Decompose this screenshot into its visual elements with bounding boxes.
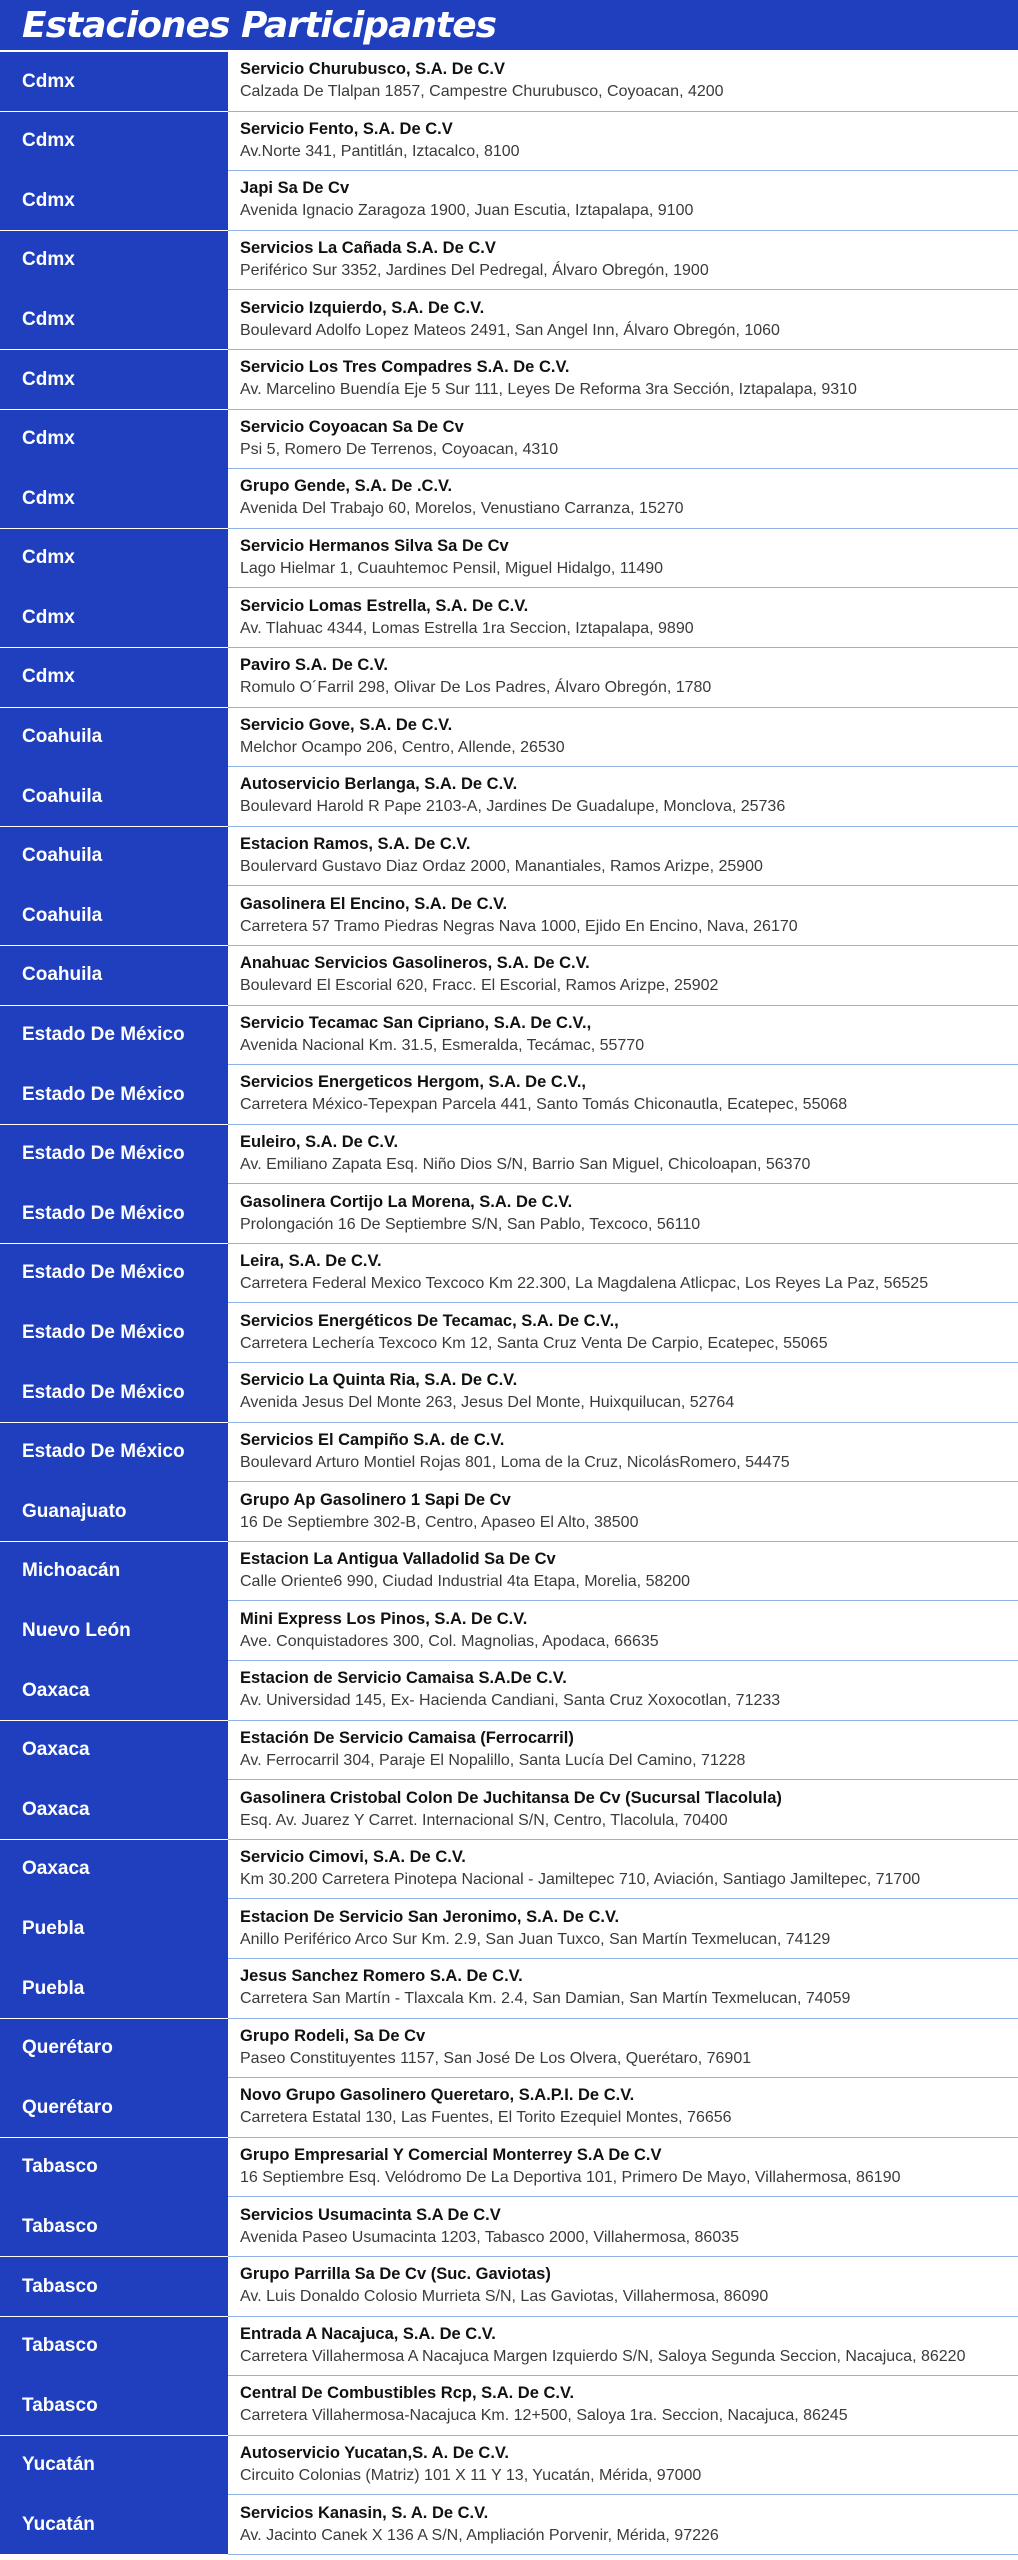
station-name: Anahuac Servicios Gasolineros, S.A. De C.V. [240,954,590,973]
station-address: 16 De Septiembre 302-B, Centro, Apaseo El Alto, 38500 [240,1513,639,1531]
station-row [0,2317,1018,2377]
station-address: Avenida Del Trabajo 60, Morelos, Venustiano Carranza, 15270 [240,500,684,518]
station-row [0,827,1018,887]
station-row [0,1006,1018,1066]
station-info [228,1959,1018,2018]
station-info [228,529,1018,588]
station-address: Carretera 57 Tramo Piedras Negras Nava 1000, Ejido En Encino, Nava, 26170 [240,917,798,935]
station-name: Servicio Gove, S.A. De C.V. [240,715,453,734]
station-row [0,708,1018,768]
station-state: Estado De México [0,1423,228,1483]
station-row [0,946,1018,1006]
station-info [228,1542,1018,1601]
station-row [0,2019,1018,2079]
station-address: Av.Norte 341, Pantitlán, Iztacalco, 8100 [240,142,520,160]
station-row [0,52,1018,112]
station-state: Cdmx [0,529,228,589]
station-row [0,2197,1018,2257]
station-name: Entrada A Nacajuca, S.A. De C.V. [240,2324,496,2343]
station-name: Autoservicio Berlanga, S.A. De C.V. [240,775,518,794]
station-name: Autoservicio Yucatan,S. A. De C.V. [240,2444,509,2463]
station-row [0,2376,1018,2436]
station-info [228,1006,1018,1065]
station-address: Av. Luis Donaldo Colosio Murrieta S/N, Las Gaviotas, Villahermosa, 86090 [240,2288,769,2306]
station-info [228,1363,1018,1422]
station-address: Carretera México-Tepexpan Parcela 441, Santo Tomás Chiconautla, Ecatepec, 55068 [240,1096,848,1114]
station-address: Carretera Villahermosa-Nacajuca Km. 12+500, Saloya 1ra. Seccion, Nacajuca, 86245 [240,2407,848,2425]
station-state: Coahuila [0,827,228,887]
station-state: Estado De México [0,1303,228,1363]
station-state: Cdmx [0,410,228,470]
station-name: Servicios Energéticos De Tecamac, S.A. De C.V., [240,1311,619,1330]
station-row [0,1244,1018,1304]
station-name: Estacion De Servicio San Jeronimo, S.A. De C.V. [240,1907,620,1926]
page-title: Estaciones Participantes [22,4,497,46]
station-address: Circuito Colonias (Matriz) 101 X 11 Y 13, Yucatán, Mérida, 97000 [240,2467,702,2485]
station-state: Tabasco [0,2257,228,2317]
station-row [0,1959,1018,2019]
station-info [228,231,1018,290]
station-address: Psi 5, Romero De Terrenos, Coyoacan, 4310 [240,440,559,458]
station-info [228,52,1018,111]
station-name: Servicios Energeticos Hergom, S.A. De C.V., [240,1073,587,1092]
station-state: Coahuila [0,886,228,946]
station-row [0,1780,1018,1840]
station-state: Yucatán [0,2495,228,2555]
station-name: Paviro S.A. De C.V. [240,656,388,675]
station-name: Estacion Ramos, S.A. De C.V. [240,835,471,854]
station-row [0,469,1018,529]
station-info [228,946,1018,1005]
station-info [228,2436,1018,2495]
station-info [228,1661,1018,1720]
station-info [228,1184,1018,1243]
station-info [228,1125,1018,1184]
station-row [0,1363,1018,1423]
station-name: Servicio Fento, S.A. De C.V [240,119,453,138]
station-address: Prolongación 16 De Septiembre S/N, San Pablo, Texcoco, 56110 [240,1215,701,1233]
station-address: Boulervard Gustavo Diaz Ordaz 2000, Manantiales, Ramos Arizpe, 25900 [240,858,763,876]
station-address: Av. Universidad 145, Ex- Hacienda Candiani, Santa Cruz Xoxocotlan, 71233 [240,1692,781,1710]
station-info [228,290,1018,349]
station-row [0,2436,1018,2496]
station-info [228,1423,1018,1482]
station-address: Carretera San Martín - Tlaxcala Km. 2.4, San Damian, San Martín Texmelucan, 74059 [240,1990,851,2008]
station-info [228,1482,1018,1541]
station-info [228,1065,1018,1124]
station-row [0,290,1018,350]
station-row [0,1601,1018,1661]
station-row [0,588,1018,648]
station-name: Central De Combustibles Rcp, S.A. De C.V. [240,2384,575,2403]
station-row [0,1482,1018,1542]
station-info [228,410,1018,469]
station-state: Querétaro [0,2019,228,2079]
station-name: Servicio La Quinta Ria, S.A. De C.V. [240,1371,518,1390]
station-name: Grupo Ap Gasolinero 1 Sapi De Cv [240,1490,511,1509]
page-header [0,0,1018,52]
station-info [228,2138,1018,2197]
station-info [228,767,1018,826]
station-info [228,708,1018,767]
station-state: Cdmx [0,112,228,172]
station-row [0,1184,1018,1244]
station-info [228,1303,1018,1362]
station-info [228,2078,1018,2137]
station-address: Avenida Jesus Del Monte 263, Jesus Del Monte, Huixquilucan, 52764 [240,1394,735,1412]
station-info [228,2197,1018,2256]
station-name: Servicio Coyoacan Sa De Cv [240,417,464,436]
station-row [0,2495,1018,2555]
station-state: Puebla [0,1899,228,1959]
station-address: Carretera Villahermosa A Nacajuca Margen Izquierdo S/N, Saloya Segunda Seccion, Nacajuca, 86220 [240,2347,966,2365]
station-address: Avenida Paseo Usumacinta 1203, Tabasco 2000, Villahermosa, 86035 [240,2228,740,2246]
station-name: Novo Grupo Gasolinero Queretaro, S.A.P.I. De C.V. [240,2086,635,2105]
station-name: Servicio Lomas Estrella, S.A. De C.V. [240,596,529,615]
station-state: Estado De México [0,1065,228,1125]
station-row [0,1065,1018,1125]
station-state: Oaxaca [0,1661,228,1721]
station-address: Paseo Constituyentes 1157, San José De Los Olvera, Querétaro, 76901 [240,2049,752,2067]
station-address: Boulevard El Escorial 620, Fracc. El Escorial, Ramos Arizpe, 25902 [240,977,719,995]
station-address: Romulo O´Farril 298, Olivar De Los Padres, Álvaro Obregón, 1780 [240,679,712,697]
station-name: Servicio Izquierdo, S.A. De C.V. [240,298,485,317]
station-row [0,767,1018,827]
station-state: Nuevo León [0,1601,228,1661]
station-info [228,1780,1018,1839]
station-state: Cdmx [0,52,228,112]
station-address: Boulevard Harold R Pape 2103-A, Jardines De Guadalupe, Monclova, 25736 [240,798,786,816]
station-state: Oaxaca [0,1780,228,1840]
station-state: Michoacán [0,1542,228,1602]
station-state: Cdmx [0,648,228,708]
station-address: Carretera Lechería Texcoco Km 12, Santa Cruz Venta De Carpio, Ecatepec, 55065 [240,1334,828,1352]
station-info [228,1721,1018,1780]
station-info [228,886,1018,945]
station-info [228,2317,1018,2376]
station-address: Av. Jacinto Canek X 136 A S/N, Ampliación Porvenir, Mérida, 97226 [240,2526,719,2544]
station-name: Estacion La Antigua Valladolid Sa De Cv [240,1550,556,1569]
station-address: Melchor Ocampo 206, Centro, Allende, 26530 [240,738,565,756]
station-state: Tabasco [0,2197,228,2257]
station-name: Euleiro, S.A. De C.V. [240,1132,399,1151]
station-state: Estado De México [0,1184,228,1244]
station-row [0,231,1018,291]
station-row [0,112,1018,172]
station-address: Av. Emiliano Zapata Esq. Niño Dios S/N, Barrio San Miguel, Chicoloapan, 56370 [240,1155,811,1173]
station-row [0,171,1018,231]
station-row [0,2138,1018,2198]
station-info [228,588,1018,647]
station-address: Carretera Estatal 130, Las Fuentes, El Torito Ezequiel Montes, 76656 [240,2109,732,2127]
station-info [228,2019,1018,2078]
station-name: Leira, S.A. De C.V. [240,1252,382,1271]
station-address: Avenida Ignacio Zaragoza 1900, Juan Escutia, Iztapalapa, 9100 [240,202,694,220]
station-state: Guanajuato [0,1482,228,1542]
station-row [0,1661,1018,1721]
station-address: Km 30.200 Carretera Pinotepa Nacional - Jamiltepec 710, Aviación, Santiago Jamiltepec, 71700 [240,1871,921,1889]
station-info [228,1899,1018,1958]
station-state: Tabasco [0,2138,228,2198]
station-row [0,2078,1018,2138]
station-address: Avenida Nacional Km. 31.5, Esmeralda, Tecámac, 55770 [240,1036,645,1054]
station-row [0,410,1018,470]
station-name: Servicio Tecamac San Cipriano, S.A. De C.V., [240,1013,592,1032]
station-name: Gasolinera Cristobal Colon De Juchitansa De Cv (Sucursal Tlacolula) [240,1788,782,1807]
station-name: Servicios Usumacinta S.A De C.V [240,2205,501,2224]
station-name: Grupo Empresarial Y Comercial Monterrey S.A De C.V [240,2146,662,2165]
station-address: Av. Ferrocarril 304, Paraje El Nopalillo, Santa Lucía Del Camino, 71228 [240,1751,746,1769]
station-address: Av. Tlahuac 4344, Lomas Estrella 1ra Seccion, Iztapalapa, 9890 [240,619,694,637]
station-info [228,1840,1018,1899]
station-name: Servicios El Campiño S.A. de C.V. [240,1430,505,1449]
station-name: Servicio Hermanos Silva Sa De Cv [240,537,509,556]
station-state: Cdmx [0,469,228,529]
station-name: Estación De Servicio Camaisa (Ferrocarril) [240,1728,574,1747]
station-row [0,2257,1018,2317]
station-row [0,1542,1018,1602]
station-address: Calle Oriente6 990, Ciudad Industrial 4ta Etapa, Morelia, 58200 [240,1573,691,1591]
station-name: Servicios Kanasin, S. A. De C.V. [240,2503,489,2522]
station-name: Grupo Rodeli, Sa De Cv [240,2026,426,2045]
station-address: Lago Hielmar 1, Cuauhtemoc Pensil, Miguel Hidalgo, 11490 [240,560,664,578]
station-address: Periférico Sur 3352, Jardines Del Pedregal, Álvaro Obregón, 1900 [240,262,709,280]
station-row [0,529,1018,589]
station-info [228,2257,1018,2316]
station-address: Esq. Av. Juarez Y Carret. Internacional S/N, Centro, Tlacolula, 70400 [240,1811,728,1829]
station-row [0,1125,1018,1185]
station-state: Puebla [0,1959,228,2019]
station-address: Anillo Periférico Arco Sur Km. 2.9, San Juan Tuxco, San Martín Texmelucan, 74129 [240,1930,831,1948]
station-row [0,1899,1018,1959]
station-info [228,1601,1018,1660]
station-state: Estado De México [0,1006,228,1066]
station-state: Querétaro [0,2078,228,2138]
station-state: Cdmx [0,588,228,648]
station-name: Gasolinera Cortijo La Morena, S.A. De C.V. [240,1192,573,1211]
station-address: Boulevard Arturo Montiel Rojas 801, Loma de la Cruz, NicolásRomero, 54475 [240,1453,790,1471]
station-row [0,648,1018,708]
station-state: Estado De México [0,1244,228,1304]
station-state: Yucatán [0,2436,228,2496]
station-address: Carretera Federal Mexico Texcoco Km 22.300, La Magdalena Atlicpac, Los Reyes La Paz, 56525 [240,1275,929,1293]
station-info [228,469,1018,528]
station-state: Cdmx [0,171,228,231]
stations-table [0,52,1018,2555]
station-state: Oaxaca [0,1840,228,1900]
station-state: Estado De México [0,1363,228,1423]
station-info [228,171,1018,230]
station-address: Calzada De Tlalpan 1857, Campestre Churubusco, Coyoacan, 4200 [240,83,724,101]
station-state: Cdmx [0,290,228,350]
station-name: Servicio Cimovi, S.A. De C.V. [240,1848,466,1867]
station-row [0,1840,1018,1900]
station-name: Servicios La Cañada S.A. De C.V [240,239,496,258]
station-info [228,2376,1018,2435]
station-name: Gasolinera El Encino, S.A. De C.V. [240,894,508,913]
station-state: Coahuila [0,708,228,768]
station-name: Estacion de Servicio Camaisa S.A.De C.V. [240,1669,567,1688]
station-state: Cdmx [0,231,228,291]
station-name: Jesus Sanchez Romero S.A. De C.V. [240,1967,523,1986]
station-address: Boulevard Adolfo Lopez Mateos 2491, San Angel Inn, Álvaro Obregón, 1060 [240,321,780,339]
station-info [228,827,1018,886]
station-state: Coahuila [0,946,228,1006]
station-state: Estado De México [0,1125,228,1185]
station-info [228,112,1018,171]
station-name: Servicio Churubusco, S.A. De C.V [240,60,505,79]
station-name: Grupo Gende, S.A. De .C.V. [240,477,453,496]
station-address: Ave. Conquistadores 300, Col. Magnolias, Apodaca, 66635 [240,1632,659,1650]
station-row [0,886,1018,946]
station-address: Av. Marcelino Buendía Eje 5 Sur 111, Leyes De Reforma 3ra Sección, Iztapalapa, 9310 [240,381,857,399]
station-info [228,350,1018,409]
station-row [0,1303,1018,1363]
station-info [228,2495,1018,2554]
station-state: Oaxaca [0,1721,228,1781]
station-row [0,350,1018,410]
station-address: 16 Septiembre Esq. Velódromo De La Deportiva 101, Primero De Mayo, Villahermosa, 86190 [240,2169,901,2187]
station-name: Grupo Parrilla Sa De Cv (Suc. Gaviotas) [240,2265,551,2284]
station-info [228,1244,1018,1303]
station-name: Japi Sa De Cv [240,179,350,198]
station-state: Cdmx [0,350,228,410]
station-state: Tabasco [0,2376,228,2436]
station-row [0,1423,1018,1483]
station-state: Tabasco [0,2317,228,2377]
station-state: Coahuila [0,767,228,827]
station-name: Servicio Los Tres Compadres S.A. De C.V. [240,358,570,377]
station-row [0,1721,1018,1781]
station-name: Mini Express Los Pinos, S.A. De C.V. [240,1609,528,1628]
station-info [228,648,1018,707]
